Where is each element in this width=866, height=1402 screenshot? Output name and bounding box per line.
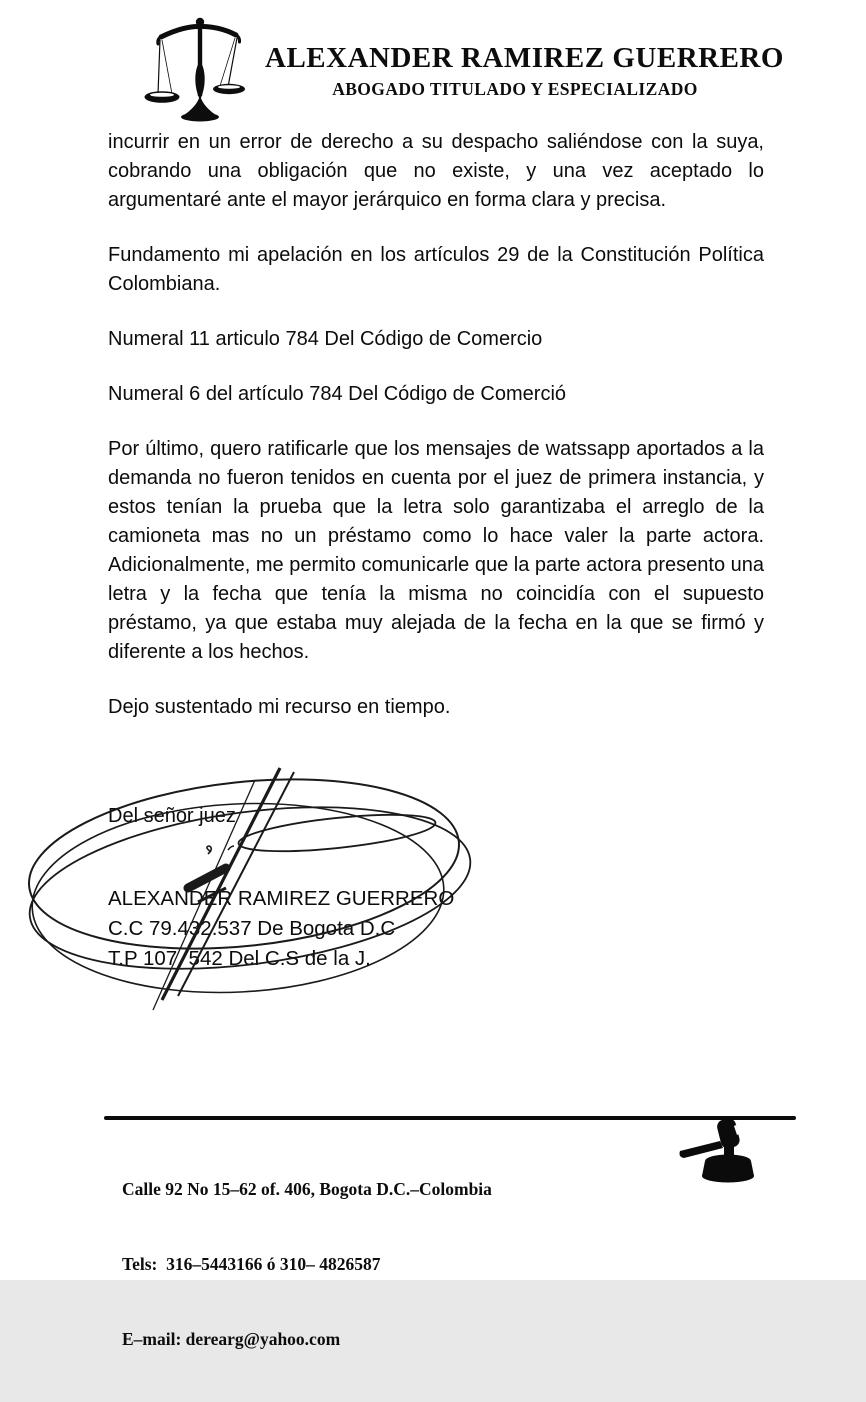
letterhead-subtitle: ABOGADO TITULADO Y ESPECIALIZADO (332, 79, 698, 99)
paragraph-1: incurrir en un error de derecho a su despacho saliéndose con la suya, cobrando una obligación que no existe, y una vez aceptado lo argumentaré ante el mayor jerárquico en forma clara y precisa. (108, 131, 764, 211)
paragraph-2: Fundamento mi apelación en los artículos 29 de la Constitución Política Colombiana. (108, 244, 764, 295)
paragraph-4: Numeral 6 del artículo 784 Del Código de Comerció (108, 383, 567, 405)
paragraph-3: Numeral 11 articulo 784 Del Código de Comercio (108, 328, 543, 350)
footer-phones: Tels: 316–5443166 ó 310– 4826587 (122, 1254, 381, 1274)
letterhead (265, 42, 784, 100)
signer-cc: C.C 79.432.537 De Bogota D.C (108, 917, 396, 940)
footer-address: Calle 92 No 15–62 of. 406, Bogota D.C.–Colombia (122, 1179, 492, 1199)
footer-contact (122, 1127, 642, 1402)
letterhead-name: ALEXANDER RAMIREZ GUERRERO (265, 42, 784, 74)
paragraph-6: Dejo sustentado mi recurso en tiempo. (108, 696, 451, 718)
scales-of-justice-icon (125, 8, 275, 130)
signer-tp: T.P 107. 542 Del C.S de la J. (108, 947, 371, 970)
signer-name: ALEXANDER RAMIREZ GUERRERO (108, 887, 455, 910)
footer-email: E–mail: derearg@yahoo.com (122, 1329, 341, 1349)
letter-body (108, 128, 764, 831)
closing-line: Del señor juez (108, 805, 236, 827)
gavel-icon (668, 1118, 788, 1218)
paragraph-5: Por último, quero ratificarle que los mensajes de watssapp aportados a la demanda no fueron tenidos en cuenta por el juez de primera instancia, y estos tenían la prueba que la letra solo garantizaba el arreglo de la camioneta mas no un préstamo como lo hace valer la parte actora. Adicionalmente, me permito comunicarle que la parte actora presento una letra y la fecha que tenía la misma no coincidía con el supuesto préstamo, ya que estaba muy alejada de la fecha en la que se firmó y diferente a los hechos. (108, 438, 764, 663)
signature-block (108, 884, 538, 974)
